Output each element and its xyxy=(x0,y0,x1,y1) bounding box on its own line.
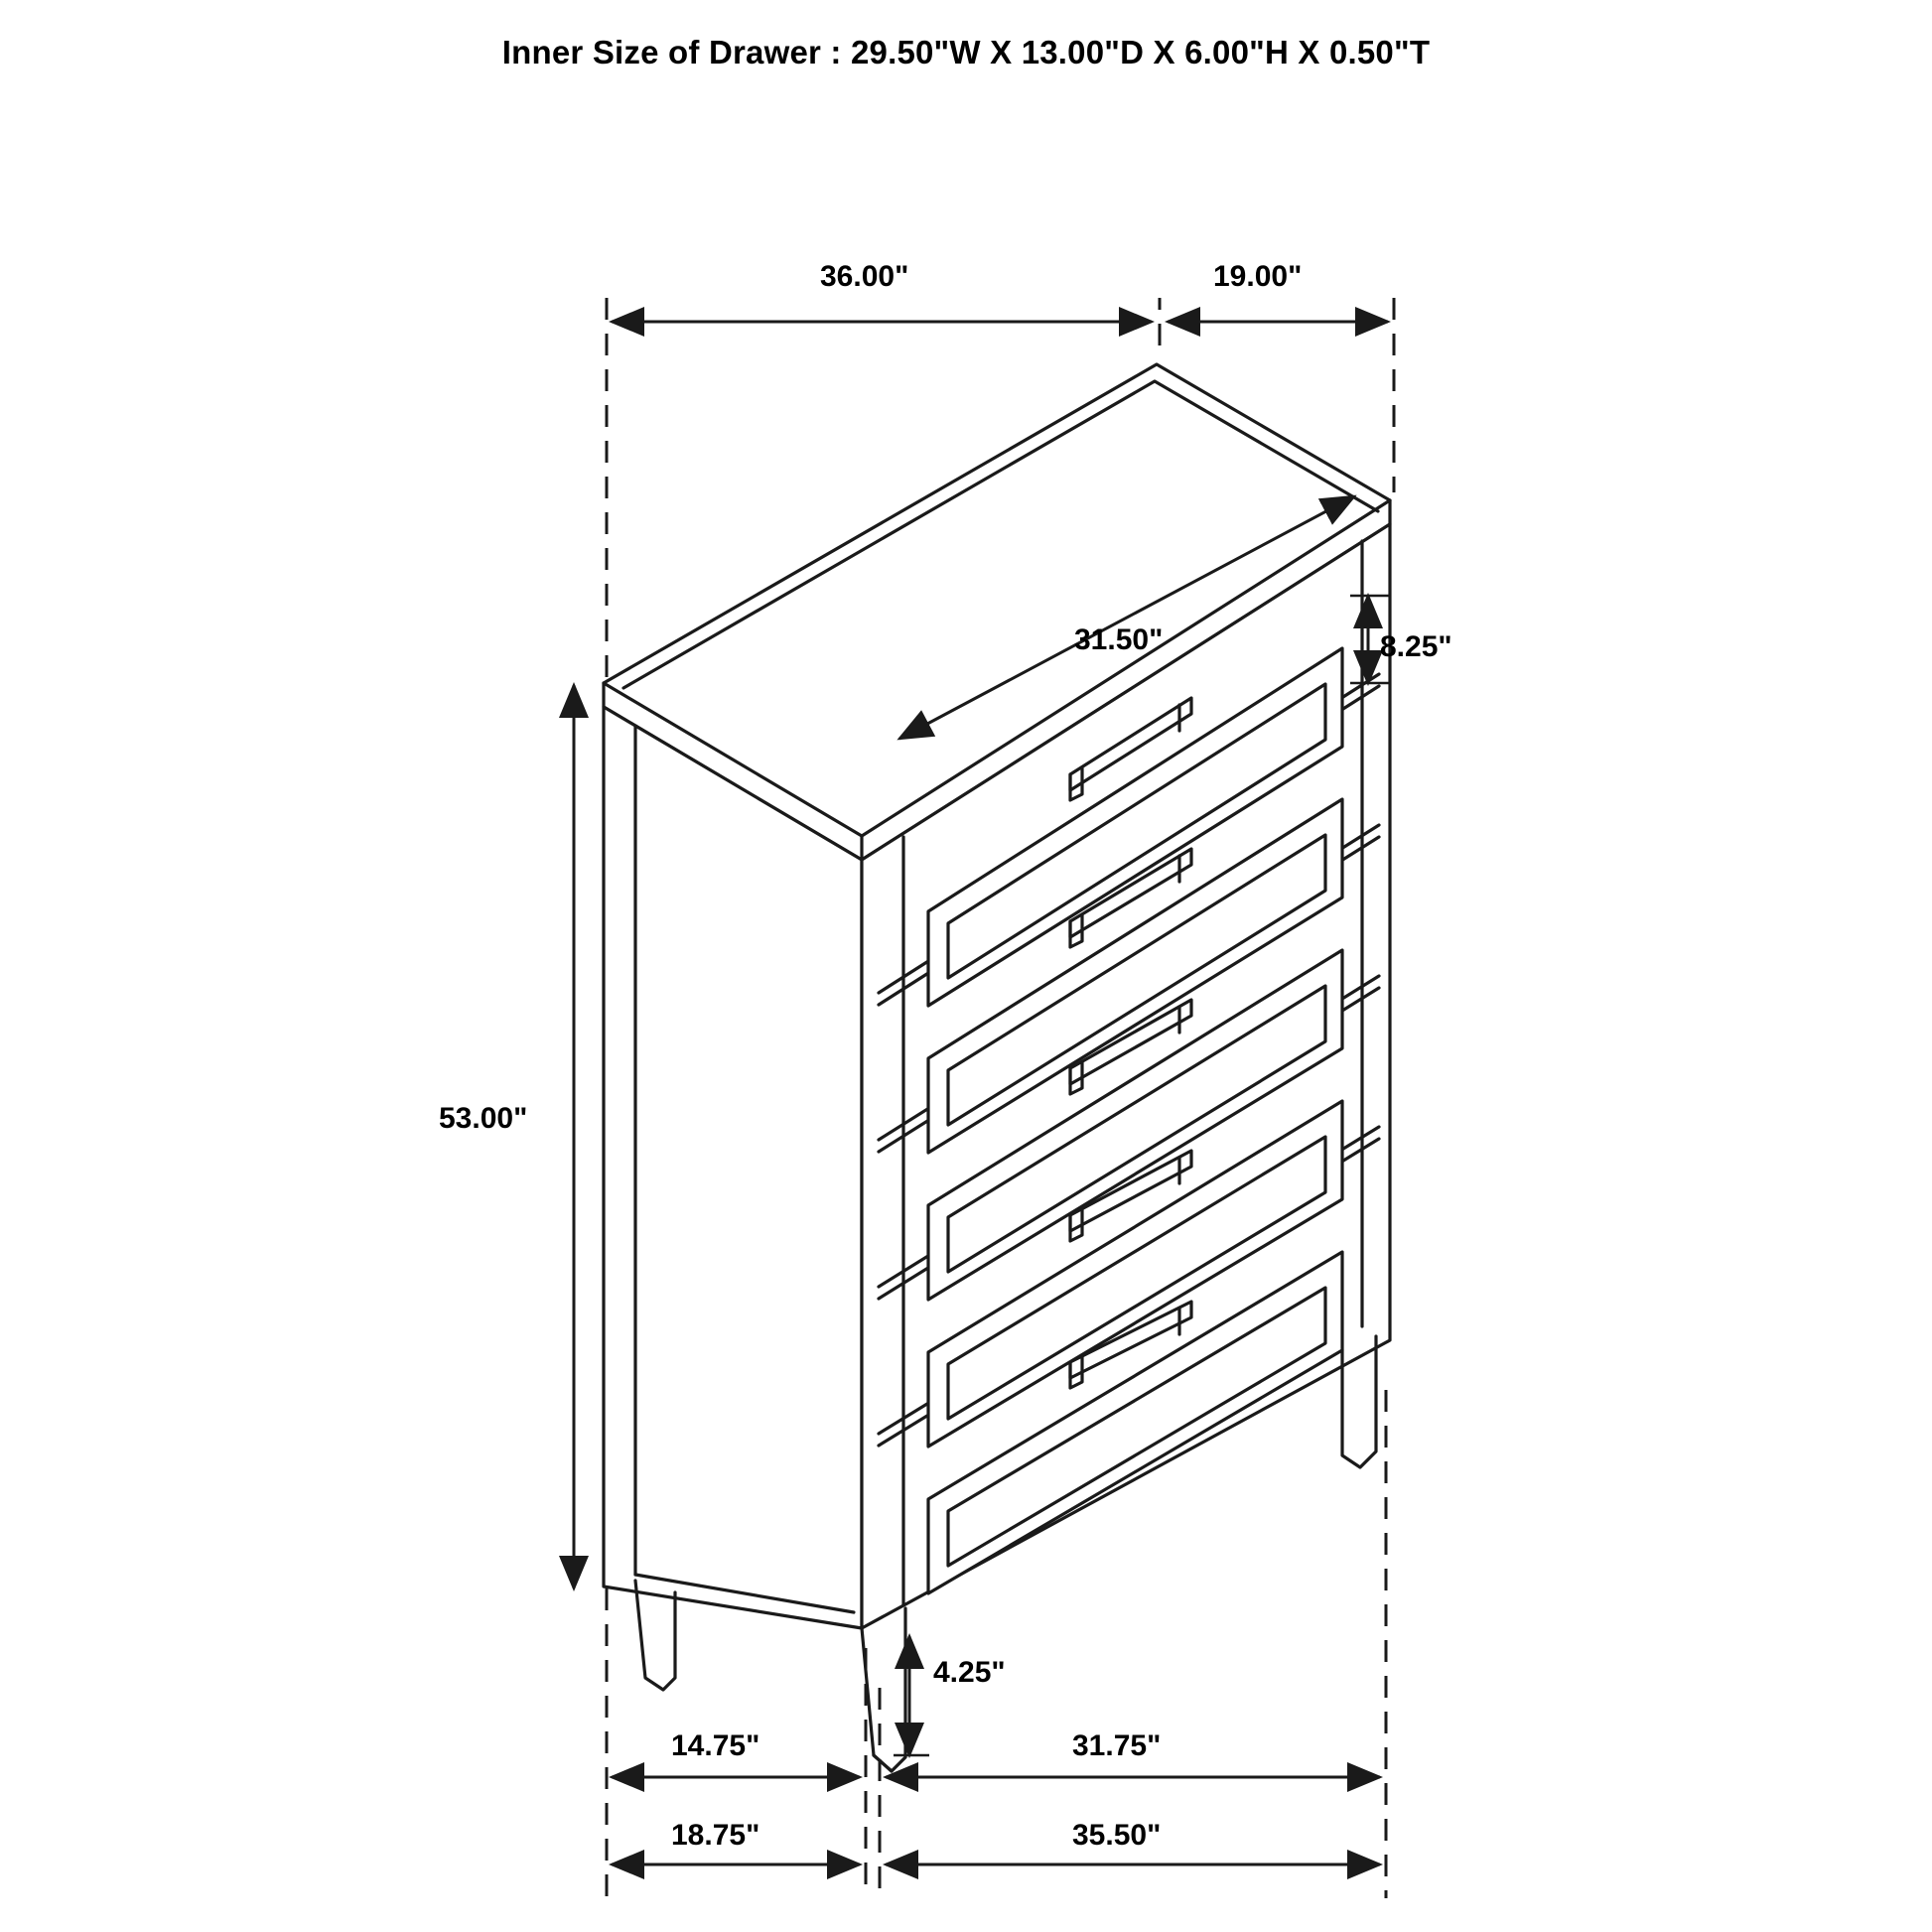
dimension-label-drawer-face-height: 8.25" xyxy=(1380,630,1452,663)
dimension-label-width-front: 36.00" xyxy=(820,260,909,293)
dimension-label-drawer-face-width: 31.50" xyxy=(1074,623,1164,656)
dimension-label-leg-height: 4.25" xyxy=(933,1656,1006,1689)
chest-body xyxy=(604,364,1390,1771)
dimension-label-base-side-bottom: 18.75" xyxy=(671,1819,760,1852)
page-title: Inner Size of Drawer : 29.50"W X 13.00"D X 6.00"H X 0.50"T xyxy=(501,34,1431,70)
dimension-label-total-height: 53.00" xyxy=(439,1102,528,1135)
dimension-label-base-front-bottom: 35.50" xyxy=(1072,1819,1162,1852)
dimension-label-depth-side: 19.00" xyxy=(1213,260,1303,293)
dimension-label-base-side-top: 14.75" xyxy=(671,1729,760,1762)
dimension-label-base-front-top: 31.75" xyxy=(1072,1729,1162,1762)
